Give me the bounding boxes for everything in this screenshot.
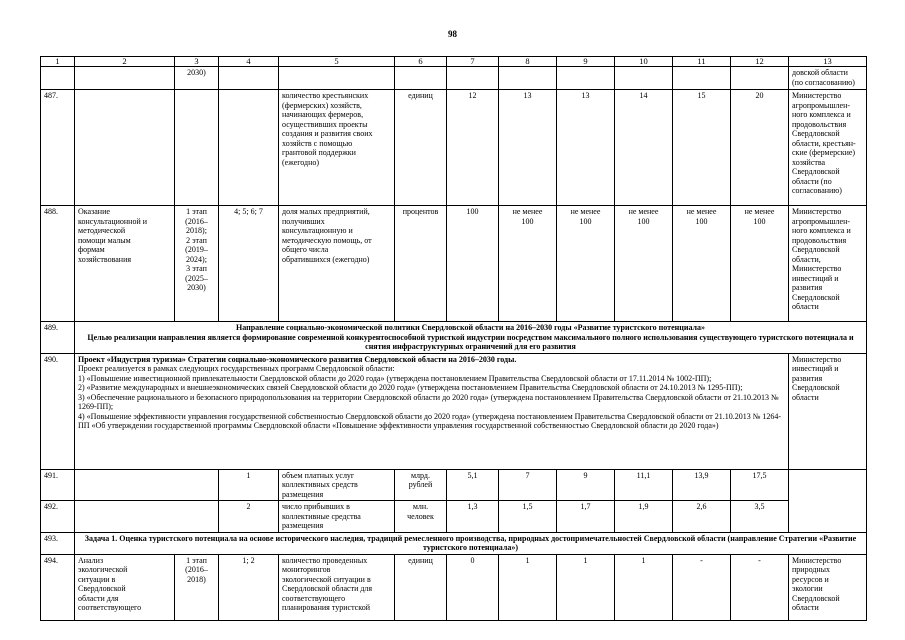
indicator-cell: число прибывших в коллективные средства размещения — [279, 501, 395, 533]
row-number: 490. — [41, 353, 75, 469]
unit-cell: млрд. рублей — [395, 469, 447, 501]
indicator-cell: объем платных услуг коллективных средств размещения — [279, 469, 395, 501]
indicator-cell: количество крестьянских (фермерских) хозяйств, начинающих фермеров, осуществивших проекты создания и развития своих хозяйств с помощью грантовой поддержки (ежегодно) — [279, 90, 395, 206]
value-cell: не менее 100 — [731, 206, 789, 322]
direction-goal: Целью реализации направления является формирование современной конкурентоспособной туристкой индустрии посредством максимального полного использования существующего туристского потенциала и снятия инфраструктурных ограничений для его развития — [87, 332, 854, 351]
direction-heading — [75, 322, 867, 354]
stage-cell: 1 этап (2016– 2018); 2 этап (2019– 2024); 3 этап (2025– 2030) — [175, 206, 219, 322]
value-cell: - — [673, 554, 731, 620]
direction-title: Направление социально-экономической политики Свердловской области на 2016–2030 годы «Развитие туристского потенциала» — [235, 323, 706, 332]
stage-cell: 1 этап (2016– 2018) — [175, 554, 219, 620]
value-cell: 2,6 — [673, 501, 731, 533]
value-cell: 13 — [557, 90, 615, 206]
row-number: 488. — [41, 206, 75, 322]
executor-cell: Министерство агропромышлен- ного комплекса и продовольствия Свердловской области, Министерство инвестиций и развития Свердловской области — [789, 206, 867, 322]
value-cell: 1,7 — [557, 501, 615, 533]
value-cell: 3,5 — [731, 501, 789, 533]
task-heading: Задача 1. Оценка туристского потенциала на основе исторического наследия, традиций ремесленного производства, природных достопримечательностей Свердловской области (направление Стратегии «Развитие туристского потенциала») — [75, 532, 867, 554]
value-cell: 9 — [557, 469, 615, 501]
executor-cell: Министерство инвестиций и развития Свердловской области — [789, 353, 867, 469]
col-header: 12 — [731, 57, 789, 67]
indicator-cell: количество проведенных мониторингов экологической ситуации в Свердловской области для соответствующего планирования туристской — [279, 554, 395, 620]
value-cell: не менее 100 — [499, 206, 557, 322]
unit-cell: млн. человек — [395, 501, 447, 533]
value-cell: 1,9 — [615, 501, 673, 533]
value-cell: не менее 100 — [557, 206, 615, 322]
project-description — [75, 353, 789, 469]
row-number: 494. — [41, 554, 75, 620]
value-cell: 13,9 — [673, 469, 731, 501]
project-title: Проект «Индустрия туризма» Стратегии социально-экономического развития Свердловской области на 2016–2030 годы. — [78, 354, 517, 364]
row-number: 492. — [41, 501, 75, 533]
executor-cell: Министерство агропромышлен- ного комплекса и продовольствия Свердловской области, крестьян- ские (фермерские) хозяйства Свердловской области (по согласованию) — [789, 90, 867, 206]
value-cell: 100 — [447, 206, 499, 322]
value-cell: 0 — [447, 554, 499, 620]
value-cell: 5,1 — [447, 469, 499, 501]
table-row-491 — [41, 469, 867, 501]
executor-cell: Министерство природных ресурсов и экологии Свердловской области — [789, 554, 867, 620]
col-header: 10 — [615, 57, 673, 67]
col-header: 7 — [447, 57, 499, 67]
col-header: 6 — [395, 57, 447, 67]
table-row-492 — [41, 501, 867, 533]
row-number: 491. — [41, 469, 75, 501]
col-header: 11 — [673, 57, 731, 67]
table-row-490 — [41, 353, 867, 469]
column-number-row — [41, 57, 867, 67]
col-header: 4 — [219, 57, 279, 67]
value-cell: 15 — [673, 90, 731, 206]
col-header: 5 — [279, 57, 395, 67]
value-cell: 17,5 — [731, 469, 789, 501]
table-row-493 — [41, 532, 867, 554]
event-cell: Оказание консультационной и методической помощи малым формам хозяйствования — [75, 206, 175, 322]
col-header: 2 — [75, 57, 175, 67]
links-cell: 1; 2 — [219, 554, 279, 620]
value-cell: 1 — [499, 554, 557, 620]
event-cell: Анализ экологической ситуации в Свердловской области для соответствующего — [75, 554, 175, 620]
document-table — [40, 56, 867, 621]
value-cell: не менее 100 — [673, 206, 731, 322]
value-cell: 1 — [615, 554, 673, 620]
links-cell: 2 — [219, 501, 279, 533]
unit-cell: единиц — [395, 554, 447, 620]
col-header: 9 — [557, 57, 615, 67]
project-programs: Проект реализуется в рамках следующих государственных программ Свердловской области: 1) «Повышение инвестиционной привлекательности Свердловской области до 2020 года» (утверждена постановлением Правительства Свердловской области от 17.11.2014 № 1002-ПП); 2) «Развитие международных и внешнеэкономических связей Свердловской области до 2020 года» (утверждена постановлением Правительства Свердловской области от 24.10.2013 № 1295-ПП); 3) «Обеспечение рационального и безопасного природопользования на территории Свердловской области до 2020 года» (утверждена постановлением Правительства Свердловской области от 21.10.2013 № 1269-ПП); 4) «Повышение эффективности управления государственной собственностью Свердловской области до 2020 года» (утверждена постановлением Правительства Свердловской области от 21.10.2013 № 1264-ПП «Об утверждении государственной программы Свердловской области «Повышение эффективности управления государственной собственностью Свердловской области до 2020 года») — [78, 364, 782, 430]
value-cell: 14 — [615, 90, 673, 206]
row-number: 489. — [41, 322, 75, 354]
value-cell: 11,1 — [615, 469, 673, 501]
stage-cell: 2030) — [175, 67, 219, 90]
col-header: 13 — [789, 57, 867, 67]
value-cell: 1 — [557, 554, 615, 620]
links-cell: 1 — [219, 469, 279, 501]
page-number: 98 — [448, 29, 457, 39]
table-row-488 — [41, 206, 867, 322]
table-row-489 — [41, 322, 867, 354]
value-cell: 1,3 — [447, 501, 499, 533]
executor-cell: довской области (по согласованию) — [789, 67, 867, 90]
col-header: 3 — [175, 57, 219, 67]
value-cell: не менее 100 — [615, 206, 673, 322]
links-cell: 4; 5; 6; 7 — [219, 206, 279, 322]
value-cell: 20 — [731, 90, 789, 206]
row-number: 493. — [41, 532, 75, 554]
unit-cell: процентов — [395, 206, 447, 322]
value-cell: 7 — [499, 469, 557, 501]
value-cell: 13 — [499, 90, 557, 206]
indicator-cell: доля малых предприятий, получивших консультационную и методическую помощь, от общего числа обратившихся (ежегодно) — [279, 206, 395, 322]
table-row-494 — [41, 554, 867, 620]
value-cell: - — [731, 554, 789, 620]
col-header: 8 — [499, 57, 557, 67]
table-row-continuation — [41, 67, 867, 90]
col-header: 1 — [41, 57, 75, 67]
value-cell: 12 — [447, 90, 499, 206]
value-cell: 1,5 — [499, 501, 557, 533]
unit-cell: единиц — [395, 90, 447, 206]
row-number: 487. — [41, 90, 75, 206]
table-row-487 — [41, 90, 867, 206]
